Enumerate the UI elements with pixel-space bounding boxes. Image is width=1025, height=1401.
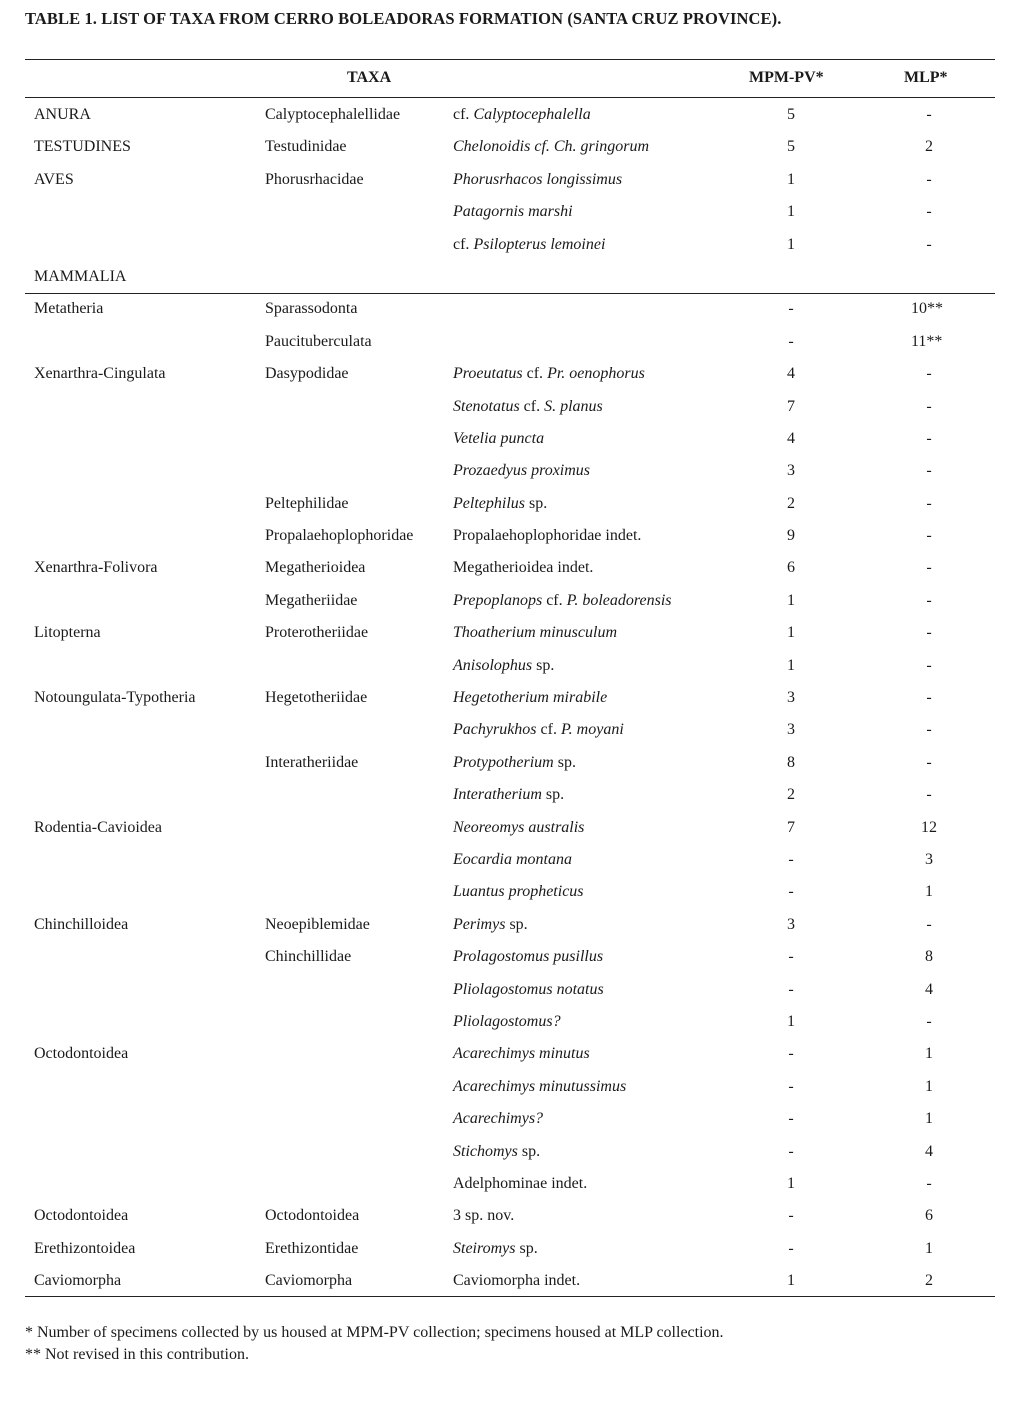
mpm-pv-count: 3 — [787, 462, 795, 480]
table-row — [0, 234, 1025, 266]
table-row — [0, 201, 1025, 233]
taxon-cell — [453, 428, 544, 450]
taxon-cell — [453, 363, 645, 385]
taxon-name-italic: Hegetotherium mirabile — [453, 689, 608, 707]
order-cell: Xenarthra-Folivora — [34, 559, 158, 577]
order-cell: AVES — [34, 170, 74, 188]
taxon-name-italic: Pliolagostomus notatus — [453, 980, 604, 998]
table-row — [0, 331, 1025, 363]
taxon-cell — [453, 1205, 514, 1227]
order-cell: Xenarthra-Cingulata — [34, 365, 166, 383]
mpm-pv-count: 7 — [787, 397, 795, 415]
mpm-pv-count: 9 — [787, 527, 795, 545]
order-cell: MAMMALIA — [34, 267, 127, 285]
taxon-name-italic: Interatherium — [453, 786, 542, 804]
table-row — [0, 1043, 1025, 1075]
footnote-1: * Number of specimens collected by us housed at MPM-PV collection; specimens housed at MLP collection. — [25, 1324, 724, 1341]
taxon-name-italic: Thoatherium minusculum — [453, 624, 617, 642]
table-row — [0, 817, 1025, 849]
table-row — [0, 655, 1025, 687]
taxon-cell — [453, 136, 649, 158]
taxon-name-italic: Pliolagostomus? — [453, 1012, 561, 1030]
taxon-text: Megatherioidea indet. — [453, 559, 594, 577]
taxon-cell — [453, 979, 604, 1001]
mlp-count: - — [926, 527, 932, 545]
mlp-count: 10** — [911, 300, 943, 318]
table-row — [0, 298, 1025, 330]
taxon-text: sp. — [541, 786, 565, 804]
taxon-name-italic: Perimys — [453, 915, 506, 933]
family-cell: Phorusrhacidae — [265, 170, 364, 188]
mlp-count: 4 — [925, 980, 933, 998]
taxon-text: cf. — [519, 397, 545, 415]
taxon-cell — [453, 525, 641, 547]
taxon-name-italic: Stichomys — [453, 1142, 518, 1160]
taxon-cell — [453, 201, 573, 223]
table-row — [0, 719, 1025, 751]
family-cell: Erethizontidae — [265, 1239, 359, 1257]
taxon-cell — [453, 1141, 540, 1163]
header-mpm-pv: MPM-PV* — [749, 69, 824, 86]
mpm-pv-count: 1 — [787, 203, 795, 221]
taxon-name-italic: Vetelia puncta — [453, 429, 545, 447]
taxon-name-italic: Chelonoidis cf. Ch. gringorum — [453, 138, 650, 156]
table-row — [0, 946, 1025, 978]
table-row — [0, 1238, 1025, 1270]
mpm-pv-count: - — [788, 332, 794, 350]
table-row — [0, 266, 1025, 298]
mpm-pv-count: - — [788, 980, 794, 998]
mpm-pv-count: 8 — [787, 753, 795, 771]
taxon-name-italic: P. boleadorensis — [566, 591, 672, 609]
family-cell: Testudinidae — [265, 138, 347, 156]
taxon-cell — [453, 946, 603, 968]
mlp-count: - — [926, 429, 932, 447]
mlp-count: 2 — [925, 1272, 933, 1290]
family-cell: Hegetotheriidae — [265, 689, 368, 707]
mlp-count: 6 — [925, 1207, 933, 1225]
taxon-name-italic: Anisolophus — [453, 656, 533, 674]
taxon-name-italic: Proeutatus — [453, 365, 523, 383]
mlp-count: - — [926, 1012, 932, 1030]
mlp-count: 1 — [925, 1045, 933, 1063]
taxon-cell — [453, 655, 554, 677]
mpm-pv-count: 2 — [787, 494, 795, 512]
mpm-pv-count: - — [788, 1110, 794, 1128]
order-cell: Caviomorpha — [34, 1272, 122, 1290]
table-row — [0, 493, 1025, 525]
mlp-count: 1 — [925, 1110, 933, 1128]
table-row — [0, 590, 1025, 622]
family-cell: Proterotheriidae — [265, 624, 369, 642]
table-row — [0, 914, 1025, 946]
mlp-count: - — [926, 624, 932, 642]
taxon-cell — [453, 881, 584, 903]
bottom-rule — [25, 1296, 995, 1297]
order-cell: TESTUDINES — [34, 138, 131, 156]
mlp-count: 1 — [925, 1077, 933, 1095]
mpm-pv-count: 7 — [787, 818, 795, 836]
mpm-pv-count: 1 — [787, 1174, 795, 1192]
order-cell: Rodentia-Cavioidea — [34, 818, 162, 836]
taxon-text: sp. — [517, 1142, 541, 1160]
mpm-pv-count: 3 — [787, 721, 795, 739]
taxon-cell — [453, 1043, 590, 1065]
header-mlp: MLP* — [904, 69, 948, 86]
taxon-text: Caviomorpha indet. — [453, 1272, 581, 1290]
mlp-count: 11** — [911, 332, 943, 350]
taxon-name-italic: Acarechimys minutus — [453, 1045, 590, 1063]
taxon-cell — [453, 460, 590, 482]
taxon-cell — [453, 1076, 626, 1098]
mpm-pv-count: 1 — [787, 1272, 795, 1290]
mpm-pv-count: - — [788, 850, 794, 868]
mlp-count: - — [926, 494, 932, 512]
taxon-text: cf. — [542, 591, 567, 609]
mlp-count: - — [926, 397, 932, 415]
mpm-pv-count: 4 — [787, 365, 795, 383]
mpm-pv-count: 1 — [787, 624, 795, 642]
taxon-cell — [453, 622, 617, 644]
family-cell: Peltephilidae — [265, 494, 349, 512]
table-row — [0, 752, 1025, 784]
taxon-text: sp. — [524, 494, 548, 512]
table-row — [0, 1011, 1025, 1043]
mlp-count: - — [926, 235, 932, 253]
table-row — [0, 687, 1025, 719]
table-row — [0, 1173, 1025, 1205]
table-row — [0, 104, 1025, 136]
taxon-cell — [453, 396, 603, 418]
mlp-count: - — [926, 462, 932, 480]
mpm-pv-count: 3 — [787, 915, 795, 933]
taxon-name-italic: Prolagostomus pusillus — [453, 948, 604, 966]
table-row — [0, 169, 1025, 201]
taxon-text: cf. — [536, 721, 561, 739]
taxon-cell — [453, 784, 564, 806]
taxon-cell — [453, 1173, 587, 1195]
taxon-name-italic: P. moyani — [560, 721, 624, 739]
header-rule — [25, 97, 995, 98]
taxon-text: cf. — [453, 106, 474, 123]
taxon-name-italic: Calyptocephalella — [473, 106, 591, 123]
taxon-cell — [453, 1108, 543, 1130]
taxon-name-italic: Prepoplanops — [453, 591, 543, 609]
table-row — [0, 1108, 1025, 1140]
mlp-count: 8 — [925, 948, 933, 966]
mpm-pv-count: 3 — [787, 689, 795, 707]
table-row — [0, 1205, 1025, 1237]
family-cell: Megatheriidae — [265, 591, 358, 609]
mlp-count: - — [926, 203, 932, 221]
taxon-name-italic: Psilopterus lemoinei — [473, 235, 606, 253]
taxon-cell — [453, 914, 528, 936]
order-cell: Litopterna — [34, 624, 101, 642]
mlp-count: - — [926, 915, 932, 933]
mpm-pv-count: 1 — [787, 1012, 795, 1030]
order-cell: Chinchilloidea — [34, 915, 129, 933]
mlp-count: - — [926, 365, 932, 383]
taxon-name-italic: Stenotatus — [453, 397, 520, 415]
taxon-text: sp. — [553, 753, 576, 771]
table-row — [0, 622, 1025, 654]
mpm-pv-count: 1 — [787, 170, 795, 188]
taxon-text: sp. — [515, 1239, 538, 1257]
mpm-pv-count: 6 — [787, 559, 795, 577]
family-cell: Interatheriidae — [265, 753, 359, 771]
mpm-pv-count: - — [788, 1239, 794, 1257]
taxon-text: cf. — [453, 235, 474, 253]
mlp-count: - — [926, 721, 932, 739]
mpm-pv-count: 5 — [787, 106, 795, 123]
taxon-name-italic: Patagornis marshi — [453, 203, 573, 221]
taxon-cell — [453, 493, 547, 515]
mlp-count: 12 — [921, 818, 937, 836]
taxon-cell — [453, 1011, 561, 1033]
family-cell: Propalaehoplophoridae — [265, 527, 414, 545]
mlp-count: 1 — [925, 883, 933, 901]
family-cell: Neoepiblemidae — [265, 915, 370, 933]
taxon-cell — [453, 719, 624, 741]
taxon-text: sp. — [505, 915, 528, 933]
taxon-cell — [453, 590, 672, 612]
order-cell: Notoungulata-Typotheria — [34, 689, 196, 707]
taxon-name-italic: Pachyrukhos — [453, 721, 537, 739]
mlp-count: - — [926, 753, 932, 771]
family-cell: Paucituberculata — [265, 332, 372, 350]
mlp-count: 2 — [925, 138, 933, 156]
mlp-count: 4 — [925, 1142, 933, 1160]
mpm-pv-count: 2 — [787, 786, 795, 804]
table-row — [0, 363, 1025, 395]
mpm-pv-count: 1 — [787, 235, 795, 253]
taxon-cell — [453, 557, 593, 579]
taxon-cell — [453, 849, 572, 871]
taxon-name-italic: Phorusrhacos longissimus — [453, 170, 623, 188]
mlp-count: - — [926, 656, 932, 674]
family-cell: Calyptocephalellidae — [265, 106, 401, 123]
taxon-cell — [453, 234, 605, 256]
mpm-pv-count: 4 — [787, 429, 795, 447]
order-cell: Erethizontoidea — [34, 1239, 136, 1257]
taxon-name-italic: Acarechimys minutussimus — [453, 1077, 627, 1095]
taxon-text: Propalaehoplophoridae indet. — [453, 527, 642, 545]
taxon-text: Adelphominae indet. — [453, 1174, 588, 1192]
mlp-count: 3 — [925, 850, 933, 868]
mpm-pv-count: - — [788, 1207, 794, 1225]
mlp-count: - — [926, 170, 932, 188]
table-row — [0, 396, 1025, 428]
table-row — [0, 136, 1025, 168]
mpm-pv-count: - — [788, 883, 794, 901]
family-cell: Chinchillidae — [265, 948, 352, 966]
table-row — [0, 1141, 1025, 1173]
mpm-pv-count: - — [788, 1077, 794, 1095]
taxon-name-italic: Acarechimys? — [453, 1110, 544, 1128]
taxon-cell — [453, 1238, 538, 1260]
mpm-pv-count: 5 — [787, 138, 795, 156]
order-cell: Metatheria — [34, 300, 104, 318]
order-cell: Octodontoidea — [34, 1045, 129, 1063]
order-cell: ANURA — [34, 106, 91, 123]
family-cell: Sparassodonta — [265, 300, 358, 318]
mlp-count: - — [926, 559, 932, 577]
table-row — [0, 849, 1025, 881]
top-rule — [25, 59, 995, 60]
mlp-count: 1 — [925, 1239, 933, 1257]
taxon-name-italic: Eocardia montana — [453, 850, 572, 868]
taxon-name-italic: Luantus propheticus — [453, 883, 584, 901]
family-cell: Octodontoidea — [265, 1207, 360, 1225]
taxon-name-italic: Protypotherium — [453, 753, 554, 771]
taxon-text: sp. — [532, 656, 555, 674]
family-cell: Dasypodidae — [265, 365, 349, 383]
mpm-pv-count: 1 — [787, 591, 795, 609]
taxon-cell — [453, 1270, 580, 1292]
taxon-name-italic: Peltephilus — [453, 494, 525, 512]
table-row — [0, 881, 1025, 913]
mlp-count: - — [926, 786, 932, 804]
order-cell: Octodontoidea — [34, 1207, 129, 1225]
mpm-pv-count: 1 — [787, 656, 795, 674]
table-row — [0, 525, 1025, 557]
table-row — [0, 784, 1025, 816]
mlp-count: - — [926, 1174, 932, 1192]
taxon-cell — [453, 817, 584, 839]
taxon-name-italic: Pr. oenophorus — [547, 365, 645, 383]
taxon-name-italic: Prozaedyus proximus — [453, 462, 591, 480]
taxon-cell — [453, 104, 591, 126]
mpm-pv-count: - — [788, 1045, 794, 1063]
family-cell: Caviomorpha — [265, 1272, 353, 1290]
mlp-count: - — [926, 591, 932, 609]
table-row — [0, 460, 1025, 492]
mpm-pv-count: - — [788, 948, 794, 966]
taxon-name-italic: Steiromys — [453, 1239, 516, 1257]
footnote-2: ** Not revised in this contribution. — [25, 1346, 249, 1363]
table-row — [0, 557, 1025, 589]
family-cell: Megatherioidea — [265, 559, 366, 577]
taxon-name-italic: Neoreomys australis — [453, 818, 585, 836]
header-taxa: TAXA — [347, 69, 392, 86]
table-row — [0, 428, 1025, 460]
mpm-pv-count: - — [788, 1142, 794, 1160]
taxon-text: cf. — [522, 365, 548, 383]
taxon-cell — [453, 169, 622, 191]
table-title: TABLE 1. LIST OF TAXA FROM CERRO BOLEADORAS FORMATION (SANTA CRUZ PROVINCE). — [25, 9, 782, 28]
table-row — [0, 1270, 1025, 1302]
taxon-cell — [453, 687, 607, 709]
mpm-pv-count: - — [788, 300, 794, 318]
table-row — [0, 1076, 1025, 1108]
taxon-name-italic: S. planus — [544, 397, 603, 415]
table-row — [0, 979, 1025, 1011]
mlp-count: - — [926, 689, 932, 707]
taxon-cell — [453, 752, 576, 774]
mlp-count: - — [926, 106, 932, 123]
taxon-text: 3 sp. nov. — [453, 1207, 515, 1225]
taxa-table-body — [0, 104, 1025, 1302]
